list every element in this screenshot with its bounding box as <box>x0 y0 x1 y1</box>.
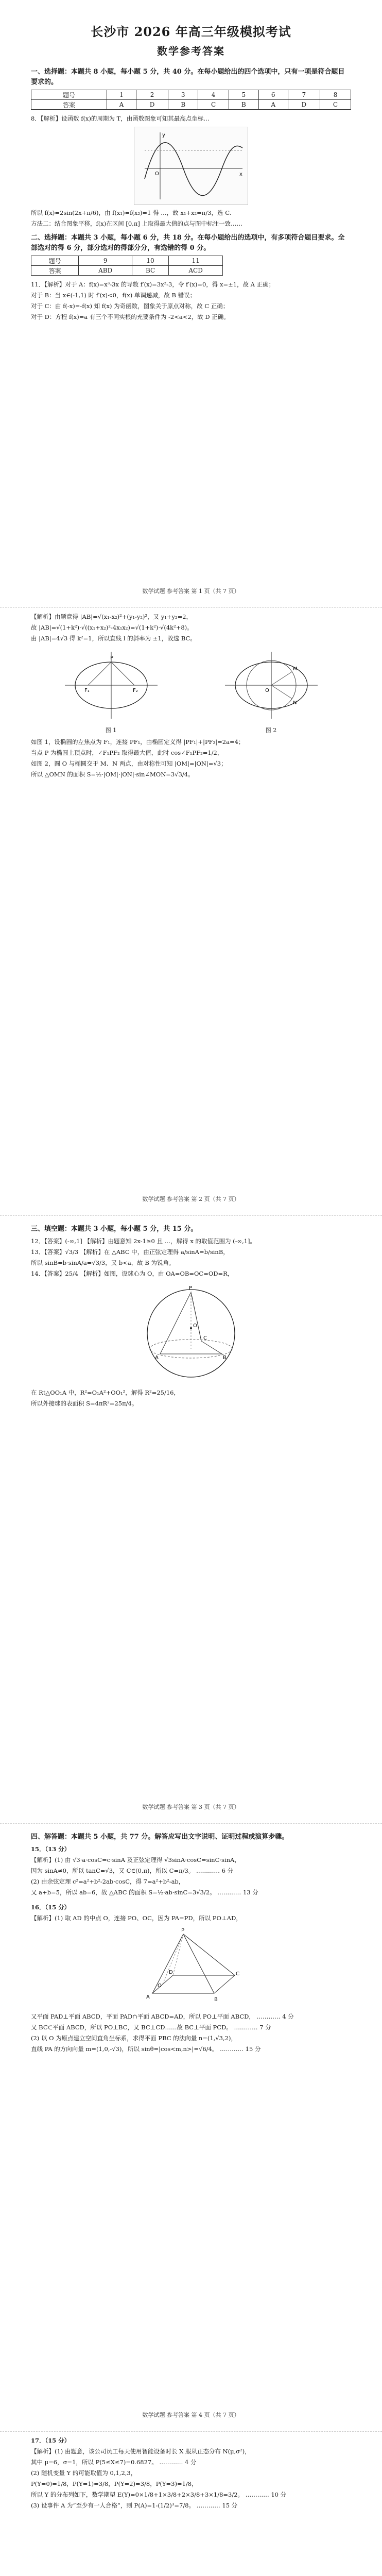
origin-label: O <box>155 171 159 177</box>
point-p-label: P <box>110 655 113 661</box>
point-m-label: M <box>292 666 298 672</box>
solution-line: 所以外接球的表面积 S=4πR²=25π/4。 <box>31 1400 138 1407</box>
section1-answer-table <box>31 90 351 110</box>
ellipse-diagram-1 <box>60 647 163 724</box>
document-subtitle: 数学参考答案 <box>157 45 225 57</box>
q17-line: 所以 Y 的分布列如下，数学期望 E(Y)=0×1/8+1×3/8+2×3/8+3×1/8=3/2。 ………… 10 分 <box>31 2491 287 2498</box>
q8-line: 所以 f(x)=2sin(2x+π/6)，由 f(x₁)=f(x₂)=1 得 …，故 x₁+x₂=π/3，选 C. <box>31 209 232 216</box>
q15-line: 【解析】(1) 由 √3·a·cosC=c·sinA 及正弦定理得 √3sinA·cosC=sinC·sinA， <box>31 1856 240 1863</box>
q8-line: 方法二：结合图象平移，f(x)在区间 [0,π] 上取得最大值的点与图中标注一致…… <box>31 220 243 227</box>
figure-1-caption: 图 1 <box>105 727 117 734</box>
sine-graph-figure <box>134 127 248 205</box>
q16-line: 又 BC⊂平面 ABCD，所以 PO⊥BC，又 BC⊥CD……故 BC⊥平面 PCD。 ………… 7 分 <box>31 2024 271 2031</box>
pyramid-base <box>152 1975 235 1993</box>
q15-line: 因为 sinA≠0，所以 tanC=√3，又 C∈(0,π)，所以 C=π/3。 ………… 6 分 <box>31 1867 234 1874</box>
sine-curve <box>145 143 242 196</box>
sine-graph <box>134 127 248 205</box>
q17-title: 17．（15 分） <box>31 2437 71 2444</box>
q15-title: 15．（13 分） <box>31 1845 71 1853</box>
document-title: 长沙市 2026 年高三年级模拟考试 <box>91 24 291 39</box>
solution-line: 13．【答案】√3/3 【解析】在 △ABC 中，由正弦定理得 a/sinA=b/sinB， <box>31 1248 229 1256</box>
pyramid-diagram <box>137 1926 245 2009</box>
q11-line: 对于 B：当 x∈(-1,1) 时 f′(x)<0，f(x) 单调递减，故 B 错误； <box>31 292 196 299</box>
radius-on <box>271 685 292 699</box>
solution-line: 14．【答案】25/4 【解析】如图，设球心为 O，由 OA=OB=OC=OD=R， <box>31 1270 234 1277</box>
solution-line: 12．【答案】(-∞,1] 【解析】由题意知 2x-1≥0 且 …，解得 x 的取值范围为 (-∞,1]。 <box>31 1238 256 1245</box>
section2-answer-row: 答案 ABD BC ACD <box>31 266 223 276</box>
origin-label: O <box>265 688 269 693</box>
q17-line: P(Y=0)=1/8，P(Y=1)=3/8，P(Y=2)=3/8，P(Y=3)=1/8， <box>31 2480 198 2487</box>
q16-line: (2) 以 O 为原点建立空间直角坐标系，求得平面 PBC 的法向量 n=(1,√3,2)， <box>31 2035 237 2042</box>
section4-heading: 四、解答题：本题共 5 小题，共 77 分。解答应写出文字说明、证明过程或演算步骤。 <box>31 1833 289 1841</box>
q16-title: 16．（15 分） <box>31 1904 71 1911</box>
solution-line: 所以 △OMN 的面积 S=½·|OM|·|ON|·sin∠MON=3√3/4。 <box>31 771 194 778</box>
y-axis-label: y <box>162 132 165 138</box>
height-po <box>163 1934 183 1984</box>
page-footer: 数学试题 参考答案 第 2 页（共 7 页） <box>142 1196 240 1202</box>
ellipse-figure-2 <box>220 647 323 734</box>
solution-line: 当点 P 为椭圆上顶点时，∠F₁PF₂ 取得最大值，此时 cos∠F₁PF₂=1/2， <box>31 749 223 756</box>
section3-heading: 三、填空题：本题共 3 小题，每小题 5 分，共 15 分。 <box>31 1225 198 1233</box>
q16-line: 【解析】(1) 取 AD 的中点 O，连接 PO、OC，因为 PA=PD，所以 PO⊥AD， <box>31 1914 242 1922</box>
center-point <box>190 1327 192 1329</box>
vertex-c-label: C <box>203 1335 207 1341</box>
answer-page-3 <box>0 1216 382 1824</box>
page-footer: 数学试题 参考答案 第 1 页（共 7 页） <box>142 588 240 595</box>
solution-line: 由 |AB|=4√3 得 k²=1，所以直线 l 的斜率为 ±1，故选 BC。 <box>31 635 196 642</box>
q11-line: 11．【解析】对于 A：f(x)=x³-3x 的导数 f′(x)=3x²-3，令 f′(x)=0，得 x=±1，故 A 正确； <box>31 281 275 288</box>
section1-answer-row: 答案 A D B C B A D C <box>31 100 351 110</box>
sphere-diagram <box>140 1282 242 1385</box>
q8-line: 8．【解析】设函数 f(x)的周期为 T，由函数图象可知其最高点坐标… <box>31 115 210 122</box>
pyramid-edge <box>191 1292 201 1341</box>
solution-line: 在 Rt△OO₁A 中，R²=O₁A²+OO₁²，解得 R²=25/16， <box>31 1389 180 1396</box>
vertex-d-label: D <box>169 1970 173 1975</box>
q16-line: 又平面 PAD⊥平面 ABCD，平面 PAD∩平面 ABCD=AD，所以 PO⊥平面 ABCD， ………… 4 分 <box>31 2013 294 2020</box>
vertex-b-label: B <box>223 1355 227 1361</box>
q17-line: (2) 随机变量 Y 的可能取值为 0,1,2,3， <box>31 2469 137 2477</box>
q15-line: 又 a+b=5，所以 ab=6，故 △ABC 的面积 S=½·ab·sinC=3√3/2。 ………… 13 分 <box>31 1889 258 1896</box>
figure-2-caption: 图 2 <box>265 727 277 734</box>
point-o-label: O <box>158 1983 162 1989</box>
answer-page-2 <box>0 608 382 1216</box>
solution-line: 故 |AB|=√(1+k²)·√((x₁+x₂)²-4x₁x₂)=√(1+k²)·√(4k²+8)。 <box>31 624 193 631</box>
vertex-b-label: B <box>214 1997 218 2003</box>
vertex-a-label: A <box>146 1994 150 2000</box>
edge-pa <box>152 1934 183 1993</box>
section2-answer-table <box>31 256 223 276</box>
section2-header-row: 题号 9 10 11 <box>31 256 223 266</box>
solution-line: 如图 2，圆 O 与椭圆交于 M、N 两点，由对称性可知 |OM|=|ON|=√3； <box>31 760 227 767</box>
q16-line: 直线 PA 的方向向量 m=(1,0,-√3)，所以 sinθ=|cos<m,n>|=√6/4。 ………… 15 分 <box>31 2045 261 2053</box>
solution-line: 所以 sinB=b·sinA/a=√3/3，又 b<a，故 B 为锐角。 <box>31 1259 175 1266</box>
answer-page-1 <box>0 0 382 608</box>
answer-page-5 <box>0 2432 382 2576</box>
edge-pc <box>183 1934 235 1975</box>
ellipse-figures <box>31 647 351 734</box>
vertex-a-label: A <box>155 1355 159 1361</box>
center-o-label: O <box>193 1323 197 1329</box>
ellipse-figure-1 <box>60 647 163 734</box>
x-axis-label: x <box>239 172 242 177</box>
q15-line: (2) 由余弦定理 c²=a²+b²-2ab·cosC，得 7=a²+b²-ab， <box>31 1878 185 1885</box>
q11-line: 对于 C：由 f(-x)=-f(x) 知 f(x) 为奇函数，图象关于原点对称，故 C 正确； <box>31 302 229 310</box>
q17-line: (3) 设事件 A 为“至少有一人合格”，则 P(A)=1-(1/2)³=7/8。 ………… 15 分 <box>31 2502 238 2509</box>
q11-line: 对于 D：方程 f(x)=a 有三个不同实根的充要条件为 -2<a<2，故 D 正确。 <box>31 313 230 320</box>
focus-f1-label: F₁ <box>84 688 90 693</box>
edge-pb <box>183 1934 214 1993</box>
page-footer: 数学试题 参考答案 第 4 页（共 7 页） <box>142 2412 240 2418</box>
sphere-figure <box>140 1282 242 1385</box>
section1-heading: 一、选择题：本题共 8 小题，每小题 5 分，共 40 分。在每小题给出的四个选项中，只有一项是符合题目要求的。 <box>31 68 345 86</box>
q17-line: 【解析】(1) 由题意，该公司员工每天使用智能设备时长 X 服从正态分布 N(μ,σ²)， <box>31 2448 251 2455</box>
radius-om <box>271 672 292 685</box>
vertex-p-label: P <box>181 1928 185 1934</box>
ellipse-diagram-2 <box>220 647 323 724</box>
q17-line: 其中 μ=6，σ=1，所以 P(5≤X≤7)=0.6827。 ………… 4 分 <box>31 2459 197 2466</box>
point-n-label: N <box>292 700 297 706</box>
vertex-label: P <box>189 1285 193 1291</box>
focus-f2-label: F₂ <box>132 688 138 693</box>
section1-header-row: 题号 1 2 3 4 5 6 7 8 <box>31 90 351 100</box>
section2-heading: 二、选择题：本题共 3 小题，每小题 6 分，共 18 分。在每小题给出的选项中，有多项符合题目要求。全部选对的得 6 分，部分选对的得部分分，有选错的得 0 分。 <box>31 234 345 252</box>
solution-line: 【解析】由题意得 |AB|=√(x₁-x₂)²+(y₁-y₂)²，又 y₁+y₂=2， <box>31 613 193 620</box>
page-footer: 数学试题 参考答案 第 3 页（共 7 页） <box>142 1804 240 1810</box>
answer-page-4 <box>0 1824 382 2432</box>
pyramid-figure <box>137 1926 245 2009</box>
solution-line: 如图 1，设椭圆的左焦点为 F₁，连接 PF₁，由椭圆定义得 |PF₁|+|PF₂|=2a=4； <box>31 738 245 745</box>
vertex-c-label: C <box>236 1971 239 1977</box>
